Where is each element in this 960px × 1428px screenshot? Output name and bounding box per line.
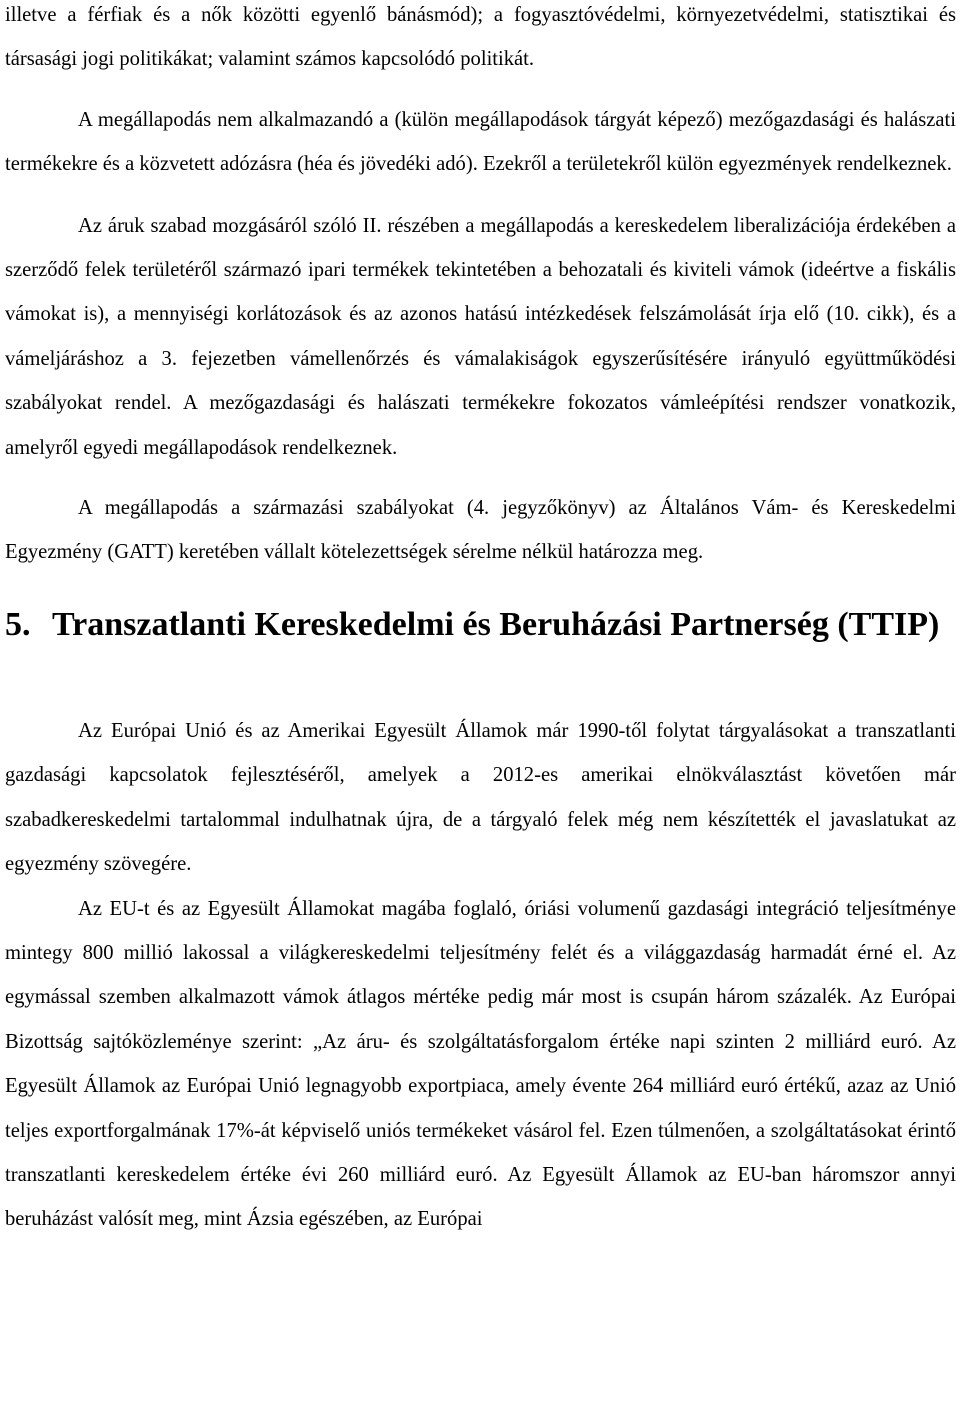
paragraph-economic-integration: Az EU-t és az Egyesült Államokat magába foglaló, óriási volumenű gazdasági integráció teljesítménye mintegy 800 millió lakossal a világkereskedelmi teljesítmény felét és a világgazdaság harmadát érné el. Az egymással szemben alkalmazott vámok átlagos mértéke pedig már most is csupán három százalék. Az Európai Bizottság sajtóközleménye szerint: „Az áru- és szolgáltatásforgalom értéke napi szinten 2 milliárd euró. Az Egyesült Államok az Európai Unió legnagyobb exportpiaca, amely évente 264 milliárd euró értékű, azaz az Unió teljes exportforgalmának 17%-át képviselő uniós termékeket vásárol fel. Ezen túlmenően, a szolgáltatásokat érintő transzatlanti kereskedelem értéke évi 260 milliárd euró. Az Egyesült Államok az EU-ban háromszor annyi beruházást valósít meg, mint Ázsia egészében, az Európai (5, 897, 956, 1231)
paragraph-rules-of-origin: A megállapodás a származási szabályokat (4. jegyzőkönyv) az Általános Vám- és Kereskedelmi Egyezmény (GATT) keretében vállalt kötelezettségek sérelme nélkül határozza meg. (5, 497, 956, 564)
paragraph-exclusions: A megállapodás nem alkalmazandó a (külön megállapodások tárgyát képező) mezőgazdasági és halászati termékekre és a közvetett adózásra (héa és jövedéki adó). Ezekről a területekről külön egyezmények rendelkeznek. (5, 108, 956, 176)
section-title: Transzatlanti Kereskedelmi és Beruházási Partnerség (TTIP) (52, 605, 940, 643)
paragraph-policies-continued: illetve a férfiak és a nők közötti egyenlő bánásmód); a fogyasztóvédelmi, környezetvédelmi, statisztikai és társasági jogi politikákat; valamint számos kapcsolódó politikát. (5, 4, 956, 71)
section-heading (5, 605, 956, 645)
paragraph-free-movement-of-goods: Az áruk szabad mozgásáról szóló II. részében a megállapodás a kereskedelem liberalizációja érdekében a szerződő felek területéről származó ipari termékek tekintetében a behozatali és kiviteli vámok (ideértve a fiskális vámokat is), a mennyiségi korlátozások és az azonos hatású intézkedések felszámolását írja elő (10. cikk), és a vámeljáráshoz a 3. fejezetben vámellenőrzés és vámalakiságok egyszerűsítésére irányuló együttműködési szabályokat rendel. A mezőgazdasági és halászati termékekre fokozatos vámleépítési rendszer vonatkozik, amelyről egyedi megállapodások rendelkeznek. (5, 214, 956, 459)
section-number: 5. (5, 605, 31, 643)
paragraph-eu-us-negotiations: Az Európai Unió és az Amerikai Egyesült Államok már 1990-től folytat tárgyalásokat a transzatlanti gazdasági kapcsolatok fejlesztéséről, amelyek a 2012-es amerikai elnökválasztást követően már szabadkereskedelmi tartalommal indulhatnak újra, de a tárgyaló felek még nem készítették el javaslatukat az egyezmény szövegére. (5, 719, 956, 876)
